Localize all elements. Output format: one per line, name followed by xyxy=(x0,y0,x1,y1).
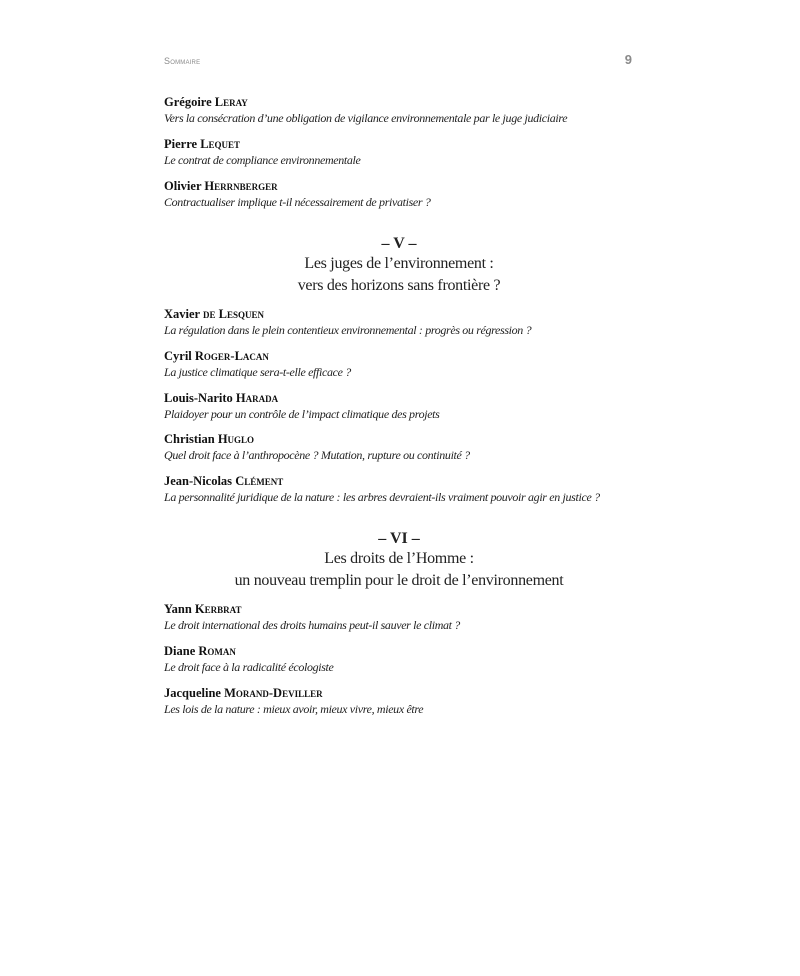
author-name xyxy=(164,137,634,152)
toc-entry xyxy=(164,474,634,505)
page-header xyxy=(164,54,632,68)
toc-entry xyxy=(164,686,634,717)
author-first-name: Pierre xyxy=(164,137,198,151)
toc-entry xyxy=(164,391,634,422)
author-first-name: Cyril xyxy=(164,349,192,363)
author-last-name: Huglo xyxy=(217,432,255,446)
article-title: Le contrat de compliance environnementale xyxy=(164,153,361,167)
author-first-name: Christian xyxy=(164,432,215,446)
article-title: Le droit international des droits humains peut-il sauver le climat ? xyxy=(164,618,460,632)
author-name xyxy=(164,391,634,406)
running-head: Sommaire xyxy=(164,56,201,66)
author-name xyxy=(164,349,634,364)
article-title: Quel droit face à l’anthropocène ? Mutation, rupture ou continuité ? xyxy=(164,448,470,462)
author-first-name: Xavier xyxy=(164,307,200,321)
author-name xyxy=(164,95,634,110)
author-last-name: Roman xyxy=(198,644,236,658)
section-title-line2: un nouveau tremplin pour le droit de l’environnement xyxy=(234,572,564,589)
author-first-name: Jean-Nicolas xyxy=(164,474,233,488)
toc-entry xyxy=(164,307,634,338)
author-first-name: Olivier xyxy=(164,179,202,193)
author-last-name: Leray xyxy=(214,95,248,109)
article-title: Contractualiser implique t-il nécessairement de privatiser ? xyxy=(164,195,431,209)
toc-entry xyxy=(164,432,634,463)
toc-entry xyxy=(164,602,634,633)
author-first-name: Grégoire xyxy=(164,95,212,109)
author-name xyxy=(164,602,634,617)
author-name xyxy=(164,432,634,447)
author-last-name: Kerbrat xyxy=(194,602,242,616)
toc-entry xyxy=(164,179,634,210)
section-number: – VI – xyxy=(378,530,420,547)
article-title: Plaidoyer pour un contrôle de l’impact climatique des projets xyxy=(164,407,440,421)
section-title-line2: vers des horizons sans frontière ? xyxy=(297,277,501,294)
section-number: – V – xyxy=(381,235,417,252)
toc-entry xyxy=(164,349,634,380)
author-first-name: Louis-Narito xyxy=(164,391,233,405)
toc-entry xyxy=(164,95,634,126)
author-name xyxy=(164,474,634,489)
author-last-name: de Lesquen xyxy=(203,307,264,321)
author-first-name: Jacqueline xyxy=(164,686,221,700)
author-last-name: Harada xyxy=(235,391,279,405)
article-title: La justice climatique sera-t-elle efficace ? xyxy=(164,365,351,379)
author-last-name: Roger-Lacan xyxy=(194,349,269,363)
author-last-name: Morand-Deviller xyxy=(224,686,323,700)
toc-entry xyxy=(164,137,634,168)
section-heading-v xyxy=(164,235,634,297)
toc-entry xyxy=(164,644,634,675)
section-heading-vi xyxy=(164,530,634,592)
author-last-name: Clément xyxy=(235,474,284,488)
author-first-name: Yann xyxy=(164,602,192,616)
author-name xyxy=(164,686,634,701)
page-number: 9 xyxy=(624,52,632,67)
author-last-name: Lequet xyxy=(200,137,241,151)
section-title-line1: Les droits de l’Homme : xyxy=(324,550,474,567)
author-name xyxy=(164,644,634,659)
author-first-name: Diane xyxy=(164,644,196,658)
author-name xyxy=(164,179,634,194)
article-title: La régulation dans le plein contentieux environnemental : progrès ou régression ? xyxy=(164,323,532,337)
author-name xyxy=(164,307,634,322)
article-title: Les lois de la nature : mieux avoir, mieux vivre, mieux être xyxy=(164,702,424,716)
section-title-line1: Les juges de l’environnement : xyxy=(304,255,494,272)
author-last-name: Herrnberger xyxy=(204,179,278,193)
article-title: Le droit face à la radicalité écologiste xyxy=(164,660,334,674)
article-title: La personnalité juridique de la nature : les arbres devraient-ils vraiment pouvoir agir en justice ? xyxy=(164,490,600,504)
article-title: Vers la consécration d’une obligation de vigilance environnementale par le juge judiciaire xyxy=(164,111,568,125)
